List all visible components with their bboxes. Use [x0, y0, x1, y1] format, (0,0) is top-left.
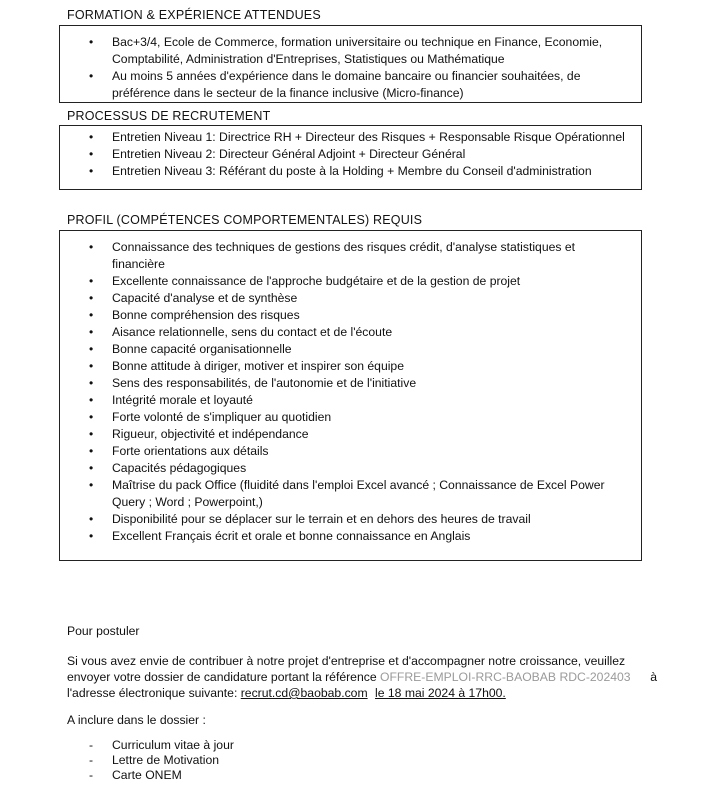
profil-item: • Forte orientations aux détails [60, 443, 641, 460]
formation-heading: FORMATION & EXPÉRIENCE ATTENDUES [67, 8, 321, 22]
deadline: le 18 mai 2024 à 17h00. [375, 686, 506, 700]
postuler-text-line2-end: à [650, 670, 657, 684]
postuler-text-line3 [67, 685, 506, 702]
profil-item: • Capacités pédagogiques [60, 460, 641, 477]
processus-heading: PROCESSUS DE RECRUTEMENT [67, 109, 271, 123]
formation-item: • Au moins 5 années d'expérience dans le domaine bancaire ou financier souhaitées, de préférence dans le secteur de la finance inclusive (Micro-finance) [60, 68, 641, 102]
dossier-list [67, 738, 234, 783]
dossier-item: - Curriculum vitae à jour [67, 738, 234, 753]
profil-item: • Intégrité morale et loyauté [60, 392, 641, 409]
processus-item: • Entretien Niveau 1: Directrice RH + Directeur des Risques + Responsable Risque Opérationnel [60, 129, 641, 146]
dossier-title: A inclure dans le dossier : [67, 713, 206, 727]
profil-item: • Rigueur, objectivité et indépendance [60, 426, 641, 443]
email-link[interactable]: recrut.cd@baobab.com [240, 686, 368, 700]
postuler-text-line3-start: l'adresse électronique suivante: [67, 686, 238, 700]
profil-item: • Sens des responsabilités, de l'autonomie et de l'initiative [60, 375, 641, 392]
profil-item: • Connaissance des techniques de gestions des risques crédit, d'analyse statistiques et financière [60, 239, 641, 273]
postuler-text-line1: Si vous avez envie de contribuer à notre projet d'entreprise et d'accompagner notre croissance, veuillez [67, 654, 626, 668]
profil-heading: PROFIL (COMPÉTENCES COMPORTEMENTALES) REQUIS [67, 213, 423, 227]
postuler-text-line2-start: envoyer votre dossier de candidature portant la référence [67, 670, 377, 684]
formation-item: • Bac+3/4, Ecole de Commerce, formation universitaire ou technique en Finance, Economie, Comptabilité, Administration d'Entreprises, Statistiques ou Mathématique [60, 34, 641, 68]
profil-item: • Bonne attitude à diriger, motiver et inspirer son équipe [60, 358, 641, 375]
postuler-title: Pour postuler [67, 624, 140, 638]
profil-item: • Disponibilité pour se déplacer sur le terrain et en dehors des heures de travail [60, 511, 641, 528]
profil-item: • Excellent Français écrit et orale et bonne connaissance en Anglais [60, 528, 641, 545]
profil-item: • Forte volonté de s'impliquer au quotidien [60, 409, 641, 426]
profil-item: • Excellente connaissance de l'approche budgétaire et de la gestion de projet [60, 273, 641, 290]
processus-list [60, 129, 641, 180]
formation-box [59, 25, 642, 103]
profil-item: • Maîtrise du pack Office (fluidité dans l'emploi Excel avancé ; Connaissance de Excel Power Query ; Word ; Powerpoint,) [60, 477, 641, 511]
profil-box [59, 230, 642, 561]
profil-item: • Aisance relationnelle, sens du contact et de l'écoute [60, 324, 641, 341]
profil-item: • Bonne compréhension des risques [60, 307, 641, 324]
processus-item: • Entretien Niveau 3: Référant du poste à la Holding + Membre du Conseil d'administration [60, 163, 641, 180]
processus-box [59, 125, 642, 190]
profil-list [60, 239, 641, 545]
profil-item: • Capacité d'analyse et de synthèse [60, 290, 641, 307]
formation-list [60, 34, 641, 102]
offer-reference: OFFRE-EMPLOI-RRC-BAOBAB RDC-202403 [380, 670, 631, 684]
profil-item: • Bonne capacité organisationnelle [60, 341, 641, 358]
processus-item: • Entretien Niveau 2: Directeur Général Adjoint + Directeur Général [60, 146, 641, 163]
postuler-text-line2 [67, 669, 657, 686]
dossier-item: - Lettre de Motivation [67, 753, 234, 768]
dossier-item: - Carte ONEM [67, 768, 234, 783]
